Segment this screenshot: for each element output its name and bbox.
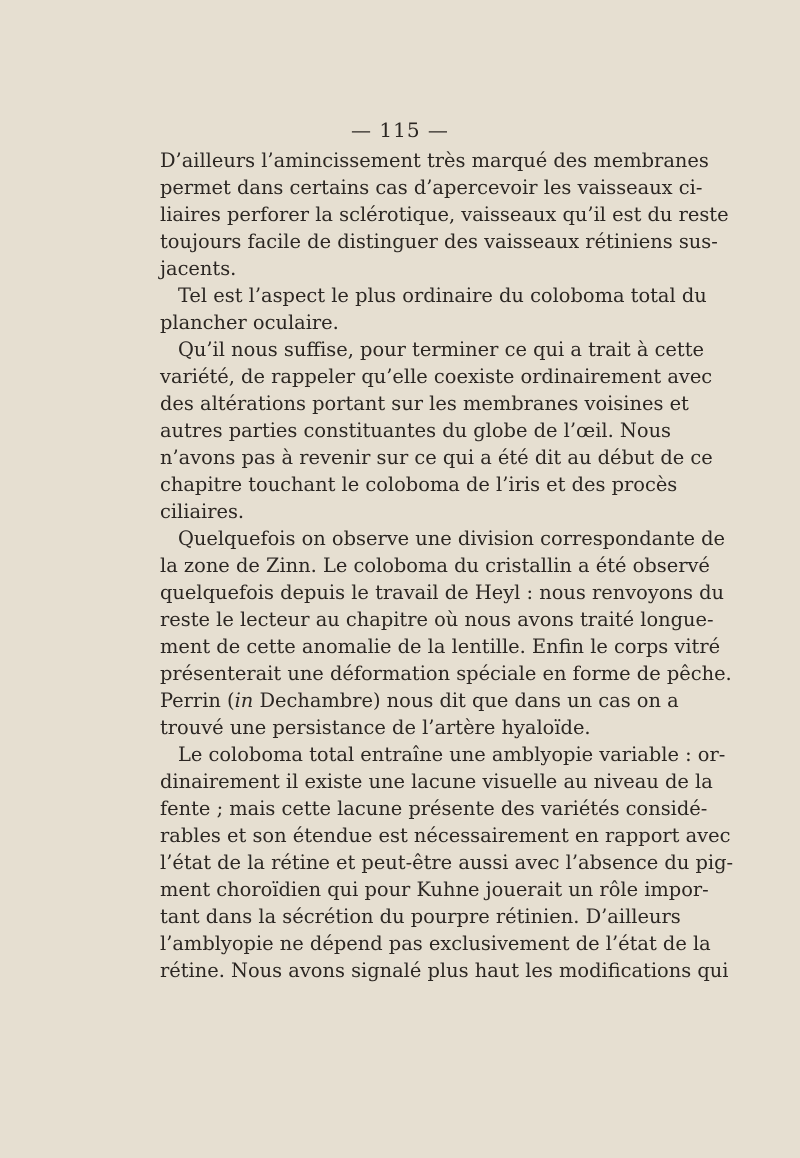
text-line: permet dans certains cas d’apercevoir les vaisseaux ci-: [160, 176, 703, 199]
text-line: rables et son étendue est nécessairement en rapport avec: [160, 824, 731, 847]
text-line: des altérations portant sur les membranes voisines et: [160, 392, 689, 415]
text-line: dinairement il existe une lacune visuelle au niveau de la: [160, 770, 713, 793]
text-line: Le coloboma total entraîne une amblyopie variable : or-: [178, 743, 726, 766]
text-line: variété, de rappeler qu’elle coexiste ordinairement avec: [160, 365, 713, 388]
body-text: [160, 147, 734, 984]
text-line: liaires perforer la sclérotique, vaisseaux qu’il est du reste: [160, 203, 729, 226]
text-line: D’ailleurs l’amincissement très marqué des membranes: [160, 149, 709, 172]
text-line: rétine. Nous avons signalé plus haut les modifications qui: [160, 959, 729, 982]
text-line: Quelquefois on observe une division correspondante de: [178, 527, 726, 550]
text-line: ment choroïdien qui pour Kuhne jouerait un rôle impor-: [160, 878, 709, 901]
text-line: reste le lecteur au chapitre où nous avons traité longue-: [160, 608, 714, 631]
text-line: quelquefois depuis le travail de Heyl : nous renvoyons du: [160, 581, 724, 604]
text-line: trouvé une persistance de l’artère hyaloïde.: [160, 716, 591, 739]
text-line: la zone de Zinn. Le coloboma du cristallin a été observé: [160, 554, 710, 577]
text-line: plancher oculaire.: [160, 311, 339, 334]
text-line: l’amblyopie ne dépend pas exclusivement de l’état de la: [160, 932, 711, 955]
text-line: ment de cette anomalie de la lentille. Enfin le corps vitré: [160, 635, 721, 658]
text-line: toujours facile de distinguer des vaisseaux rétiniens sus-: [160, 230, 718, 253]
text-line: jacents.: [160, 257, 237, 280]
italic-word: in: [234, 689, 254, 712]
text-line: tant dans la sécrétion du pourpre rétinien. D’ailleurs: [160, 905, 681, 928]
text-line: Perrin (in Dechambre) nous dit que dans un cas on a: [160, 689, 679, 712]
text-line: fente ; mais cette lacune présente des variétés considé-: [160, 797, 708, 820]
text-line: n’avons pas à revenir sur ce qui a été dit au début de ce: [160, 446, 713, 469]
text-line: ciliaires.: [160, 500, 245, 523]
text-line: Tel est l’aspect le plus ordinaire du coloboma total du: [178, 284, 707, 307]
text-line: présenterait une déformation spéciale en forme de pêche.: [160, 662, 732, 685]
text-line: autres parties constituantes du globe de l’œil. Nous: [160, 419, 672, 442]
text-line: chapitre touchant le coloboma de l’iris et des procès: [160, 473, 678, 496]
text-line: Qu’il nous suffise, pour terminer ce qui a trait à cette: [178, 338, 704, 361]
text-line: l’état de la rétine et peut-être aussi avec l’absence du pig-: [160, 851, 734, 874]
page-number: — 115 —: [351, 118, 449, 142]
